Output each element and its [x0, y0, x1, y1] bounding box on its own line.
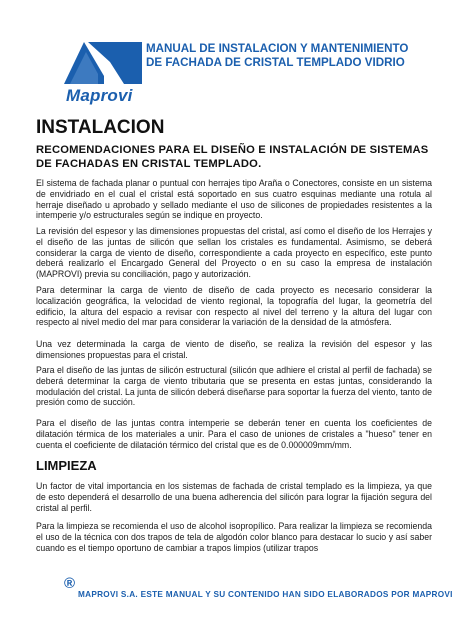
- limpieza-paragraph-2: Para la limpieza se recomienda el uso de alcohol isopropílico. Para realizar la limpieza se recomienda el uso de la técnica con dos trapos de tela de algodón color blanco para destacar lo sucio y así saber cuando es el tiempo oportuno de cambiar a trapos limpios (utilizar trapos: [36, 521, 432, 553]
- header-title-line-2: DE FACHADA DE CRISTAL TEMPLADO VIDRIO: [146, 56, 405, 69]
- section-title: INSTALACION: [36, 117, 165, 138]
- paragraph-6: Para el diseño de las juntas contra intemperie se deberán tener en cuenta los coeficientes de dilatación térmica de los materiales a unir. Para el caso de uniones de cristales a "hueso" tener en cuenta el coeficiente de dilatación térmico del cristal que es de 0.000009mm/mm.: [36, 418, 432, 450]
- document-header: [146, 42, 466, 70]
- header-title-line-1: MANUAL DE INSTALACION Y MANTENIMIENTO: [146, 42, 409, 55]
- paragraph-5: Para el diseño de las juntas de silicón estructural (silicón que adhiere el cristal al perfil de fachada) se deberá determinar la carga de viento tributaria que se presenta en estas juntas, considerando la modulación del cristal. La junta de silicón deberá diseñarse para soportar la fuerza del viento, tanto de presión como de succión.: [36, 365, 432, 408]
- footer-text: MAPROVI S.A. ESTE MANUAL Y SU CONTENIDO HAN SIDO ELABORADOS POR MAPROVI: [78, 590, 453, 599]
- paragraph-4: Una vez determinada la carga de viento de diseño, se realiza la revisión del espesor y las dimensiones propuestas para el cristal.: [36, 339, 432, 360]
- paragraph-1: El sistema de fachada planar o puntual con herrajes tipo Araña o Conectores, consiste en un sistema de envidriado en el cual el cristal está soportado en sus cuatro esquinas mediante una rotula al herraje diseñado u aprobado y sellado mediante el uso de silicones de propiedades resistentes a la intemperie y/o estructurales según se indique en proyecto.: [36, 178, 432, 221]
- section-subtitle: RECOMENDACIONES PARA EL DISEÑO E INSTALACIÓN DE SISTEMAS DE FACHADAS EN CRISTAL TEMPLADO.: [36, 144, 429, 170]
- registered-mark: ®: [64, 575, 76, 592]
- logo-wordmark: Maprovi: [66, 86, 133, 105]
- paragraph-3: Para determinar la carga de viento de diseño de cada proyecto es necesario considerar la localización geográfica, la velocidad de viento regional, la topografía del lugar, la geometría del edificio, la altura del espacio a revisar con respecto al nivel del terreno y la altura del lugar con respecto al nivel medio del mar para considerar la variación de la densidad de la atmósfera.: [36, 285, 432, 328]
- limpieza-paragraph-1: Un factor de vital importancia en los sistemas de fachada de cristal templado es la limpieza, ya que de esto dependerá el desarrollo de una buena adherencia del silicón para lograr la fijación segura del cristal al perfil.: [36, 481, 432, 513]
- limpieza-title: LIMPIEZA: [36, 458, 97, 473]
- paragraph-2: La revisión del espesor y las dimensiones propuestas del cristal, así como el diseño de los Herrajes y el diseño de las juntas de silicón que sellan los cristales es fundamental. Asimismo, se deberá considerar la carga de viento de diseño, correspondiente a cada proyecto en específico, este punto deberá realizarlo el Encargado General del Proyecto o en su caso la empresa de instalación (MAPROVI) previa su conciliación, pago y autorización.: [36, 226, 432, 280]
